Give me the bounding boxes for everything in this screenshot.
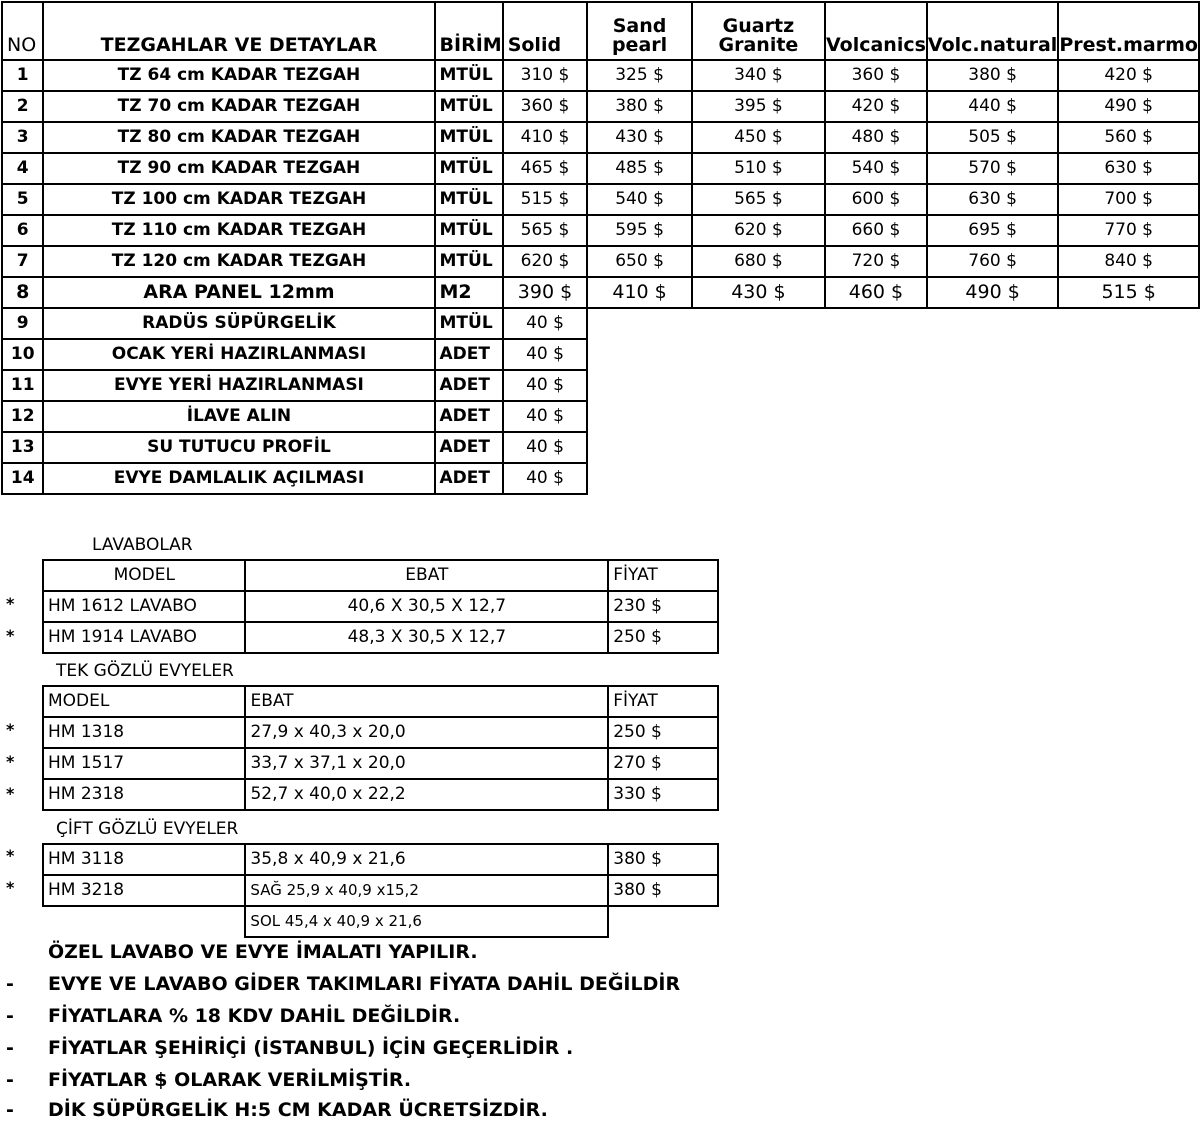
row-number: 13: [2, 432, 43, 463]
unit-cell: ADET: [435, 370, 503, 401]
price-cell: 630 $: [1058, 153, 1199, 184]
empty-cell: [692, 370, 825, 401]
empty-cell: [587, 308, 692, 339]
row-number: 9: [2, 308, 43, 339]
size-cell: 35,8 x 40,9 x 21,6: [245, 844, 608, 875]
unit-cell: M2: [435, 277, 503, 308]
header-material: Sand pearl: [587, 2, 692, 60]
item-description: EVYE DAMLALIK AÇILMASI: [43, 463, 434, 494]
empty-cell: [692, 401, 825, 432]
price-table-row: [2, 308, 1199, 339]
row-marker: *: [6, 720, 15, 739]
price-cell: 360 $: [825, 60, 927, 91]
unit-cell: ADET: [435, 432, 503, 463]
price-cell: 460 $: [825, 277, 927, 308]
size-cell: 52,7 x 40,0 x 22,2: [245, 779, 608, 810]
price-table: [1, 1, 1200, 495]
empty-cell: [692, 308, 825, 339]
price-cell: 620 $: [692, 215, 825, 246]
price-cell: 720 $: [825, 246, 927, 277]
price-cell: 440 $: [927, 91, 1058, 122]
price-cell: 485 $: [587, 153, 692, 184]
price-cell: 600 $: [825, 184, 927, 215]
price-cell: 40 $: [503, 370, 588, 401]
note-dash: -: [6, 1005, 14, 1027]
price-table-row: [2, 91, 1199, 122]
row-number: 5: [2, 184, 43, 215]
header-unit: BİRİM: [435, 2, 503, 60]
note-item: FİYATLAR ŞEHİRİÇİ (İSTANBUL) İÇİN GEÇERLİDİR .: [48, 1037, 574, 1059]
empty-cell: [1058, 370, 1199, 401]
price-cell: 40 $: [503, 339, 588, 370]
price-cell: 390 $: [503, 277, 588, 308]
header-no: NO: [2, 2, 43, 60]
row-marker: *: [6, 752, 15, 771]
row-number: 10: [2, 339, 43, 370]
price-cell: 380 $: [927, 60, 1058, 91]
price-table-header: [2, 2, 1199, 60]
row-marker: *: [6, 846, 15, 865]
model-cell: HM 1517: [43, 748, 245, 779]
item-description: ARA PANEL 12mm: [43, 277, 434, 308]
price-table-row: [2, 370, 1199, 401]
model-cell: HM 2318: [43, 779, 245, 810]
item-description: TZ 64 cm KADAR TEZGAH: [43, 60, 434, 91]
price-cell: 230 $: [608, 591, 718, 622]
header-size: EBAT: [245, 686, 608, 717]
header-size: EBAT: [245, 560, 608, 591]
unit-cell: MTÜL: [435, 122, 503, 153]
note-dash: -: [6, 1037, 14, 1059]
note-item: EVYE VE LAVABO GİDER TAKIMLARI FİYATA DAHİL DEĞİLDİR: [48, 973, 681, 995]
price-cell: 250 $: [608, 717, 718, 748]
header-material: Volcanics: [825, 2, 927, 60]
section-title-lavabolar: LAVABOLAR: [92, 535, 193, 555]
unit-cell: MTÜL: [435, 184, 503, 215]
table-row: [43, 906, 718, 937]
price-cell: 515 $: [503, 184, 588, 215]
header-material: Guartz Granite: [692, 2, 825, 60]
price-table-row: [2, 122, 1199, 153]
cift-gozlu-table: [42, 843, 719, 938]
item-description: EVYE YERİ HAZIRLANMASI: [43, 370, 434, 401]
price-cell: 595 $: [587, 215, 692, 246]
item-description: TZ 120 cm KADAR TEZGAH: [43, 246, 434, 277]
table-row: [43, 875, 718, 906]
empty-cell: [927, 432, 1058, 463]
size-cell: SOL 45,4 x 40,9 x 21,6: [245, 906, 608, 937]
price-cell: 330 $: [608, 779, 718, 810]
header-material: Volc.natural: [927, 2, 1058, 60]
size-cell: 40,6 X 30,5 X 12,7: [245, 591, 608, 622]
price-cell: 40 $: [503, 308, 588, 339]
price-cell: 380 $: [608, 844, 718, 875]
price-cell: 540 $: [825, 153, 927, 184]
empty-cell: [692, 339, 825, 370]
row-marker: *: [6, 626, 15, 645]
unit-cell: MTÜL: [435, 215, 503, 246]
item-description: OCAK YERİ HAZIRLANMASI: [43, 339, 434, 370]
item-description: RADÜS SÜPÜRGELİK: [43, 308, 434, 339]
header-material: Solid: [503, 2, 588, 60]
empty-cell: [1058, 308, 1199, 339]
table-row: [43, 779, 718, 810]
header-price: FİYAT: [608, 686, 718, 717]
row-number: 7: [2, 246, 43, 277]
price-cell: 40 $: [503, 432, 588, 463]
item-description: TZ 90 cm KADAR TEZGAH: [43, 153, 434, 184]
row-number: 12: [2, 401, 43, 432]
note-item: FİYATLAR $ OLARAK VERİLMİŞTİR.: [48, 1069, 412, 1091]
note-dash: -: [6, 973, 14, 995]
row-number: 3: [2, 122, 43, 153]
empty-cell: [825, 339, 927, 370]
price-cell: 770 $: [1058, 215, 1199, 246]
price-cell: 40 $: [503, 463, 588, 494]
note-custom-production: ÖZEL LAVABO VE EVYE İMALATI YAPILIR.: [48, 941, 478, 963]
row-number: 14: [2, 463, 43, 494]
empty-cell: [1058, 401, 1199, 432]
empty-cell: [587, 432, 692, 463]
row-marker: *: [6, 878, 15, 897]
price-table-row: [2, 215, 1199, 246]
price-table-row: [2, 463, 1199, 494]
price-cell: 565 $: [503, 215, 588, 246]
section-title-cift-gozlu: ÇİFT GÖZLÜ EVYELER: [56, 819, 239, 839]
price-cell: 310 $: [503, 60, 588, 91]
price-table-row: [2, 432, 1199, 463]
empty-cell: [587, 370, 692, 401]
price-cell: 410 $: [503, 122, 588, 153]
empty-cell: [1058, 339, 1199, 370]
empty-cell: [825, 463, 927, 494]
price-table-row: [2, 60, 1199, 91]
price-cell: 680 $: [692, 246, 825, 277]
empty-cell: [587, 463, 692, 494]
table-row: [43, 591, 718, 622]
lavabo-table: [42, 559, 719, 654]
price-cell: 560 $: [1058, 122, 1199, 153]
price-cell: 490 $: [927, 277, 1058, 308]
empty-cell: [927, 339, 1058, 370]
unit-cell: ADET: [435, 339, 503, 370]
size-cell: SAĞ 25,9 x 40,9 x15,2: [245, 875, 608, 906]
row-number: 1: [2, 60, 43, 91]
empty-cell: [608, 906, 718, 937]
empty-cell: [825, 401, 927, 432]
price-cell: 840 $: [1058, 246, 1199, 277]
row-number: 11: [2, 370, 43, 401]
item-description: TZ 70 cm KADAR TEZGAH: [43, 91, 434, 122]
section-title-tek-gozlu: TEK GÖZLÜ EVYELER: [56, 661, 234, 681]
item-description: SU TUTUCU PROFİL: [43, 432, 434, 463]
model-cell: HM 1914 LAVABO: [43, 622, 245, 653]
header-desc: TEZGAHLAR VE DETAYLAR: [43, 2, 434, 60]
unit-cell: MTÜL: [435, 153, 503, 184]
price-cell: 515 $: [1058, 277, 1199, 308]
model-cell: HM 1318: [43, 717, 245, 748]
size-cell: 33,7 x 37,1 x 20,0: [245, 748, 608, 779]
price-cell: 380 $: [608, 875, 718, 906]
header-material: Prest.marmo: [1058, 2, 1199, 60]
price-cell: 650 $: [587, 246, 692, 277]
price-cell: 565 $: [692, 184, 825, 215]
price-cell: 465 $: [503, 153, 588, 184]
price-cell: 510 $: [692, 153, 825, 184]
unit-cell: MTÜL: [435, 246, 503, 277]
price-cell: 40 $: [503, 401, 588, 432]
note-dash: -: [6, 1099, 14, 1121]
price-cell: 430 $: [692, 277, 825, 308]
empty-cell: [927, 401, 1058, 432]
row-number: 2: [2, 91, 43, 122]
price-cell: 250 $: [608, 622, 718, 653]
unit-cell: ADET: [435, 401, 503, 432]
row-number: 4: [2, 153, 43, 184]
unit-cell: MTÜL: [435, 91, 503, 122]
item-description: TZ 80 cm KADAR TEZGAH: [43, 122, 434, 153]
price-cell: 760 $: [927, 246, 1058, 277]
price-cell: 620 $: [503, 246, 588, 277]
price-cell: 505 $: [927, 122, 1058, 153]
model-cell: HM 3118: [43, 844, 245, 875]
note-item: FİYATLARA % 18 KDV DAHİL DEĞİLDİR.: [48, 1005, 461, 1027]
price-cell: 695 $: [927, 215, 1058, 246]
unit-cell: ADET: [435, 463, 503, 494]
price-cell: 490 $: [1058, 91, 1199, 122]
empty-cell: [825, 308, 927, 339]
price-cell: 380 $: [587, 91, 692, 122]
table-row: [43, 717, 718, 748]
price-cell: 630 $: [927, 184, 1058, 215]
table-row: [43, 622, 718, 653]
unit-cell: MTÜL: [435, 60, 503, 91]
row-marker: *: [6, 594, 15, 613]
empty-cell: [692, 463, 825, 494]
header-price: FİYAT: [608, 560, 718, 591]
row-number: 6: [2, 215, 43, 246]
table-row: [43, 748, 718, 779]
item-description: İLAVE ALIN: [43, 401, 434, 432]
item-description: TZ 100 cm KADAR TEZGAH: [43, 184, 434, 215]
price-cell: 450 $: [692, 122, 825, 153]
price-cell: 395 $: [692, 91, 825, 122]
price-table-row: [2, 153, 1199, 184]
empty-cell: [927, 463, 1058, 494]
header-model: MODEL: [43, 560, 245, 591]
price-table-row: [2, 401, 1199, 432]
table-header-row: [43, 560, 718, 591]
model-cell: HM 3218: [43, 875, 245, 906]
size-cell: 48,3 X 30,5 X 12,7: [245, 622, 608, 653]
tek-gozlu-table: [42, 685, 719, 811]
row-number: 8: [2, 277, 43, 308]
price-cell: 660 $: [825, 215, 927, 246]
price-table-row: [2, 184, 1199, 215]
empty-cell: [587, 339, 692, 370]
price-table-row: [2, 246, 1199, 277]
price-cell: 430 $: [587, 122, 692, 153]
empty-cell: [43, 906, 245, 937]
price-cell: 360 $: [503, 91, 588, 122]
row-marker: *: [6, 784, 15, 803]
unit-cell: MTÜL: [435, 308, 503, 339]
empty-cell: [1058, 463, 1199, 494]
table-header-row: [43, 686, 718, 717]
price-cell: 420 $: [825, 91, 927, 122]
item-description: TZ 110 cm KADAR TEZGAH: [43, 215, 434, 246]
note-dash: -: [6, 1069, 14, 1091]
price-cell: 540 $: [587, 184, 692, 215]
price-table-row: [2, 277, 1199, 308]
price-cell: 480 $: [825, 122, 927, 153]
empty-cell: [825, 432, 927, 463]
size-cell: 27,9 x 40,3 x 20,0: [245, 717, 608, 748]
price-cell: 700 $: [1058, 184, 1199, 215]
empty-cell: [692, 432, 825, 463]
price-cell: 570 $: [927, 153, 1058, 184]
price-cell: 325 $: [587, 60, 692, 91]
table-row: [43, 844, 718, 875]
price-cell: 420 $: [1058, 60, 1199, 91]
header-model: MODEL: [43, 686, 245, 717]
price-cell: 340 $: [692, 60, 825, 91]
note-item: DİK SÜPÜRGELİK H:5 CM KADAR ÜCRETSİZDİR.: [48, 1099, 548, 1121]
empty-cell: [927, 308, 1058, 339]
empty-cell: [927, 370, 1058, 401]
empty-cell: [587, 401, 692, 432]
empty-cell: [825, 370, 927, 401]
price-table-row: [2, 339, 1199, 370]
empty-cell: [1058, 432, 1199, 463]
price-cell: 270 $: [608, 748, 718, 779]
model-cell: HM 1612 LAVABO: [43, 591, 245, 622]
price-cell: 410 $: [587, 277, 692, 308]
